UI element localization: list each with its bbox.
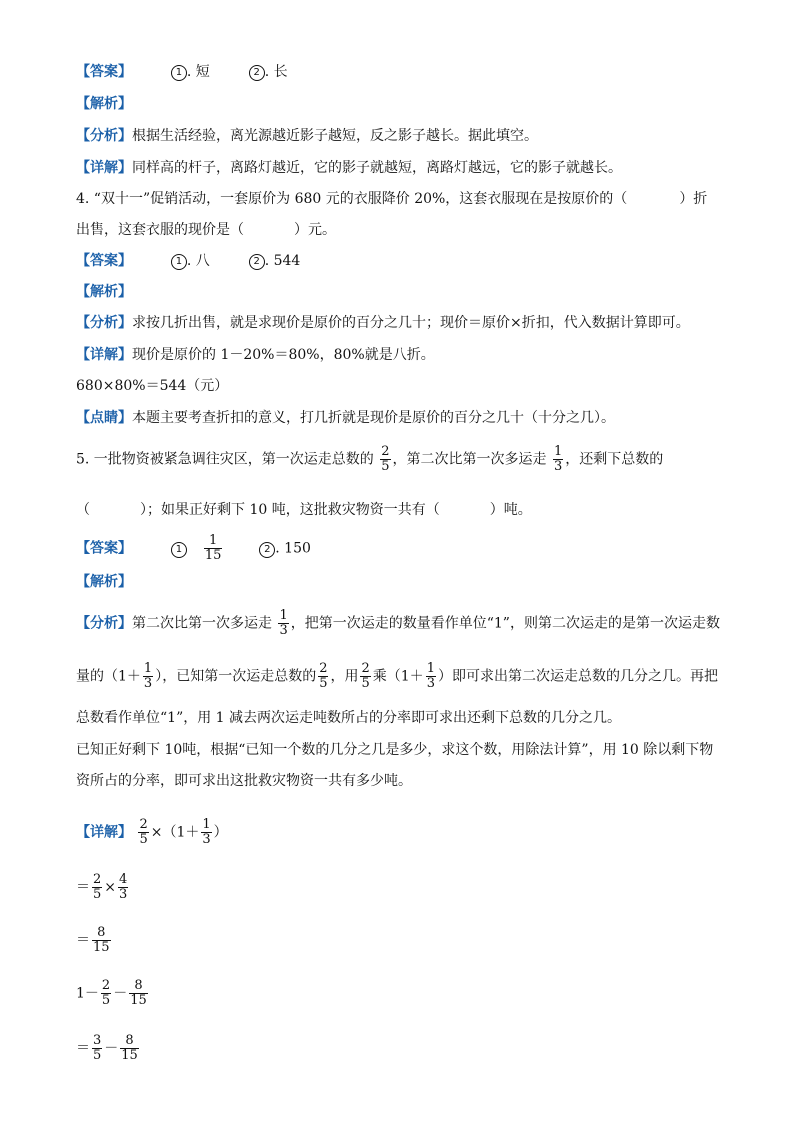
q4-question-text2: 出售，这套衣服的现价是（ [76, 222, 244, 238]
q4-jiexi [76, 283, 132, 301]
q5-question-line1 [76, 445, 663, 474]
fraction-2-5: $\frac{2}{5}$ [361, 661, 370, 691]
q5-fenxi-3 [76, 709, 621, 727]
fraction-1-3: $\frac{1}{3}$ [554, 444, 563, 474]
equals-sign: ＝ [76, 932, 90, 949]
fenxi-text: ，用 [330, 668, 359, 685]
answer-1: . 短 [186, 64, 210, 80]
q4-xiangjie [76, 346, 435, 364]
q5-question-b: ，第二次比第一次多运走 [392, 451, 547, 468]
fraction-1-3: $\frac{1}{3}$ [143, 661, 153, 691]
xiangjie-tag: 【详解】 [76, 160, 132, 176]
fenxi-text: 资所占的分率，即可求出这批救灾物资一共有多少吨。 [76, 773, 412, 789]
xiangjie-tag: 【详解】 [76, 824, 132, 841]
fenxi-tag: 【分析】 [76, 128, 132, 144]
circled-number-2: 2 [259, 542, 275, 558]
circled-number-1: 1 [171, 65, 187, 81]
math-text: 1－ [76, 985, 99, 1002]
fraction-2-5: $\frac{2}{5}$ [319, 661, 328, 691]
math-text: ） [213, 824, 228, 841]
xiangjie-text: 同样高的杆子，离路灯越近，它的影子就越短，离路灯越远，它的影子就越长。 [132, 160, 622, 176]
q5-question-a: 5. 一批物资被紧急调往灾区，第一次运走总数的 [76, 451, 374, 468]
analysis-heading: 【解析】 [76, 96, 132, 112]
answer-tag: 【答案】 [76, 540, 132, 557]
fenxi-text: 求按几折出售，就是求现价是原价的百分之几十；现价＝原价×折扣，代入数据计算即可。 [132, 315, 690, 331]
q3-answer-line [76, 63, 288, 81]
q5-fenxi-1 [76, 609, 720, 638]
fenxi-text: 乘（1＋ [372, 668, 424, 685]
fraction-2-5: $\frac{2}{5}$ [93, 872, 102, 902]
q4-answer-line [76, 252, 300, 270]
q5-step-3 [76, 926, 113, 955]
math-text: ×（1＋ [150, 824, 200, 841]
q5-step-2 [76, 873, 130, 902]
circled-number-2: 2 [249, 254, 265, 270]
q5-line2-a: （ [76, 502, 90, 518]
calc-text: 680×80%＝544（元） [76, 378, 229, 394]
q5-answer-line [76, 534, 311, 563]
fraction-3-5: $\frac{3}{5}$ [93, 1033, 102, 1063]
q5-question-c: ，还剩下总数的 [565, 451, 664, 468]
fraction-2-5: $\frac{2}{5}$ [139, 817, 148, 847]
q5-step-4 [76, 979, 150, 1008]
fenxi-text: 已知正好剩下 10吨，根据“已知一个数的几分之几是多少，求这个数，用除法计算”，用 10 除以剩下物 [76, 742, 714, 758]
q4-question-text-end: ）折 [679, 191, 708, 207]
fenxi-text: ）即可求出第二次运走总数的几分之几。再把 [437, 668, 718, 685]
analysis-heading: 【解析】 [76, 574, 132, 590]
fraction-4-3: $\frac{4}{3}$ [119, 872, 128, 902]
q4-question-text: 4. “双十一”促销活动，一套原价为 680 元的衣服降价 20%，这套衣服现在是按原价的（ [76, 191, 628, 207]
fenxi-tag: 【分析】 [76, 615, 132, 632]
q4-question-line2 [76, 221, 336, 239]
fraction-2-5: $\frac{2}{5}$ [101, 978, 111, 1008]
fraction-1-3: $\frac{1}{3}$ [426, 661, 435, 691]
analysis-heading: 【解析】 [76, 284, 132, 300]
q4-dianjing [76, 409, 615, 427]
q5-line2-c: ）吨。 [489, 502, 532, 518]
times-sign: × [104, 879, 117, 896]
q5-step-5 [76, 1034, 141, 1063]
fraction-1-3: $\frac{1}{3}$ [202, 817, 211, 847]
xiangjie-text: 现价是原价的 1－20%＝80%，80%就是八折。 [132, 347, 435, 363]
fenxi-tag: 【分析】 [76, 315, 132, 331]
q5-line2-b: ）；如果正好剩下 10 吨，这批救灾物资一共有（ [140, 502, 440, 518]
circled-number-2: 2 [249, 65, 265, 81]
fraction-8-15: $\frac{8}{15}$ [121, 1033, 138, 1063]
q5-fenxi-4 [76, 741, 713, 759]
answer-2: . 长 [264, 64, 288, 80]
fraction-8-15: $\frac{8}{15}$ [130, 978, 147, 1008]
minus-sign: － [113, 985, 128, 1002]
fenxi-text: 第二次比第一次多运走 [132, 615, 272, 632]
fenxi-text: 根据生活经验，离光源越近影子越短，反之影子越长。据此填空。 [132, 128, 538, 144]
q4-fenxi [76, 314, 690, 332]
answer-1-fraction: $\frac{1}{15}$ [204, 533, 222, 563]
q3-fenxi [76, 127, 538, 145]
equals-sign: ＝ [76, 879, 90, 896]
q4-question-text2-end: ）元。 [294, 222, 336, 238]
answer-2: . 544 [264, 253, 301, 269]
fenxi-text: 量的（1＋ [76, 668, 141, 685]
circled-number-1: 1 [171, 542, 187, 558]
fenxi-text: 总数看作单位“1”，用 1 减去两次运走吨数所占的分率即可求出还剩下总数的几分之几。 [76, 710, 622, 726]
answer-tag: 【答案】 [76, 253, 132, 269]
answer-tag: 【答案】 [76, 64, 132, 80]
dianjing-tag: 【点睛】 [76, 410, 132, 426]
q5-xiangjie-1 [76, 818, 228, 847]
q4-calc [76, 377, 228, 395]
xiangjie-tag: 【详解】 [76, 347, 132, 363]
fenxi-text: ），已知第一次运走总数的 [155, 668, 317, 685]
fraction-1-3: $\frac{1}{3}$ [279, 608, 288, 638]
q5-question-line2 [76, 501, 532, 519]
q4-question-line1 [76, 190, 707, 208]
q5-jiexi [76, 573, 132, 591]
fraction-2-5: $\frac{2}{5}$ [381, 444, 390, 474]
q5-fenxi-5 [76, 772, 412, 790]
q5-fenxi-2 [76, 662, 718, 691]
fraction-8-15: $\frac{8}{15}$ [93, 925, 110, 955]
q3-jiexi [76, 95, 132, 113]
minus-sign: － [104, 1040, 119, 1057]
answer-2: . 150 [275, 540, 311, 557]
fenxi-text: ，把第一次运走的数量看作单位“1”，则第二次运走的是第一次运走数 [290, 615, 720, 632]
q3-xiangjie [76, 159, 622, 177]
circled-number-1: 1 [171, 254, 187, 270]
dianjing-text: 本题主要考查折扣的意义，打几折就是现价是原价的百分之几十（十分之几）。 [132, 410, 615, 426]
answer-1: . 八 [186, 253, 210, 269]
equals-sign: ＝ [76, 1040, 90, 1057]
